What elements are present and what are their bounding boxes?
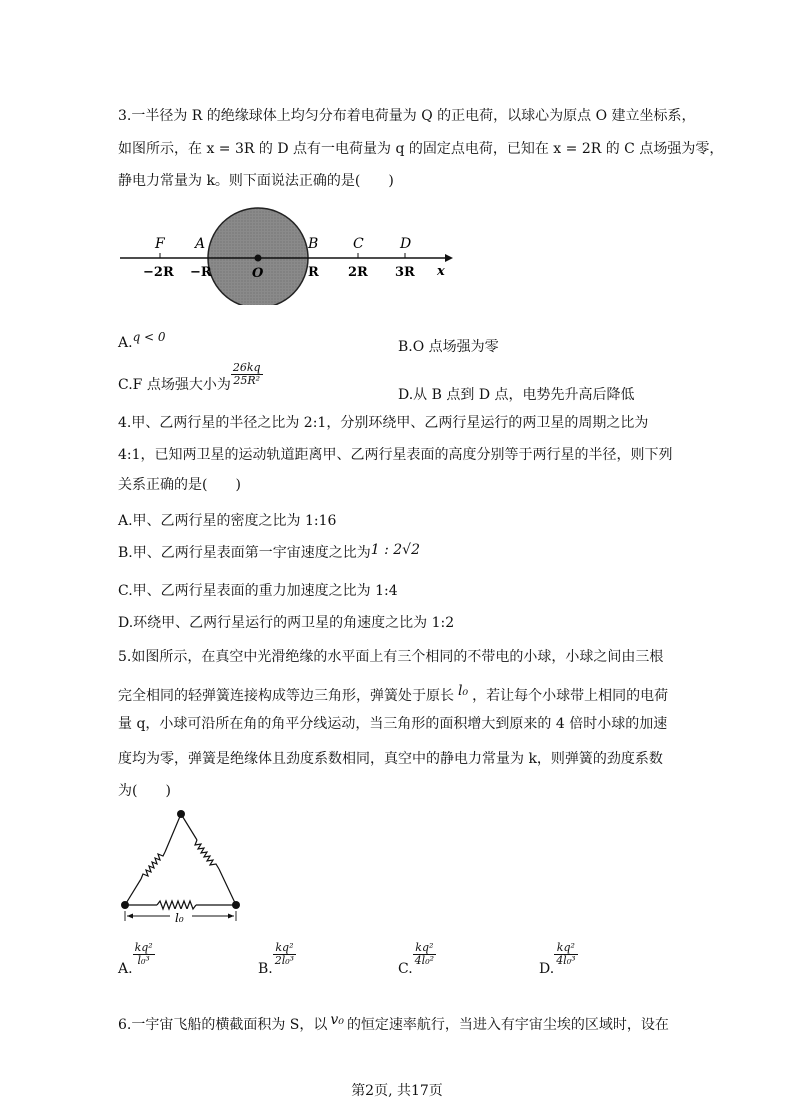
- q5-option-a: A. $\frac{\text{kq²}}{\text{l₀³}}$: [118, 941, 153, 977]
- tick-neg2R: −2R: [143, 265, 174, 280]
- q4-option-a: A.甲、乙两行星的密度之比为 1:16: [118, 513, 337, 529]
- q5-line-2: 完全相同的轻弹簧连接构成等边三角形，弹簧处于原长 l₀ ，若让每个小球带上相同的电荷: [118, 683, 669, 704]
- q5-line-4: 度均为零，弹簧是绝缘体且劲度系数相同，真空中的静电力常量为 k，则弹簧的劲度系数: [118, 751, 663, 767]
- point-C-label: C: [353, 236, 364, 252]
- tick-R: R: [308, 265, 319, 280]
- q5-figure: [115, 808, 250, 933]
- axis-x-label: x: [437, 264, 445, 279]
- q4-line-3: 关系正确的是( ): [118, 477, 241, 493]
- q3-option-a: A.q < 0: [118, 330, 166, 351]
- tick-negR: −R: [190, 265, 212, 280]
- q3-line-1: 3.一半径为 R 的绝缘球体上均匀分布着电荷量为 Q 的正电荷，以球心为原点 O 建立坐标系，: [118, 108, 696, 124]
- point-B-label: B: [308, 236, 319, 252]
- q4-option-b: B.甲、乙两行星表面第一宇宙速度之比为1 : 2√2: [118, 542, 421, 561]
- ball-top: [177, 810, 185, 818]
- point-A-label: A: [195, 236, 206, 252]
- q5-line-1: 5.如图所示，在真空中光滑绝缘的水平面上有三个相同的不带电的小球，小球之间由三根: [118, 649, 664, 665]
- q3-figure: [115, 205, 455, 305]
- ball-right: [232, 901, 240, 909]
- q3-line-2: 如图所示，在 x = 3R 的 D 点有一电荷量为 q 的固定点电荷，已知在 x = 2R 的 C 点场强为零，: [118, 141, 724, 157]
- q4-option-d: D.环绕甲、乙两行星运行的两卫星的角速度之比为 1:2: [118, 615, 455, 631]
- ball-left: [121, 901, 129, 909]
- origin-dot: [255, 255, 262, 262]
- q5-line-3: 量 q，小球可沿所在角的角平分线运动，当三角形的面积增大到原来的 4 倍时小球的加速: [118, 716, 668, 732]
- q3-option-c: C.F 点场强大小为 $\frac{26kq}{\text{25R²}}$: [118, 361, 261, 393]
- q3-option-d: D.从 B 点到 D 点，电势先升高后降低: [398, 387, 635, 403]
- q6-line-1: 6.一宇宙飞船的横截面积为 S，以 v₀ 的恒定速率航行，当进入有宇宙尘埃的区域时，设在: [118, 1012, 669, 1033]
- q4-line-2: 4:1，已知两卫星的运动轨道距离甲、乙两行星表面的高度分别等于两行星的半径，则下列: [118, 447, 673, 463]
- q5-option-d: D. $\frac{\text{kq²}}{\text{4l₀³}}$: [539, 941, 576, 977]
- page-footer: 第2页, 共17页: [351, 1083, 443, 1099]
- q5-option-c: C. $\frac{\text{kq²}}{\text{4l₀²}}$: [398, 941, 435, 977]
- origin-label: O: [252, 266, 264, 281]
- length-label: l₀: [175, 911, 184, 925]
- x-axis-arrow: [445, 254, 453, 262]
- tick-2R: 2R: [348, 265, 368, 280]
- q3-line-3: 静电力常量为 k。则下面说法正确的是( ): [118, 173, 394, 189]
- q5-option-b: B. $\frac{\text{kq²}}{\text{2l₀³}}$: [258, 941, 295, 977]
- point-D-label: D: [400, 236, 412, 252]
- tick-3R: 3R: [395, 265, 415, 280]
- q4-line-1: 4.甲、乙两行星的半径之比为 2:1，分别环绕甲、乙两行星运行的两卫星的周期之比为: [118, 415, 649, 431]
- point-F-label: F: [155, 236, 165, 252]
- q3-option-b: B.O 点场强为零: [398, 339, 499, 355]
- q5-line-5: 为( ): [118, 783, 171, 799]
- q4-option-c: C.甲、乙两行星表面的重力加速度之比为 1:4: [118, 583, 398, 599]
